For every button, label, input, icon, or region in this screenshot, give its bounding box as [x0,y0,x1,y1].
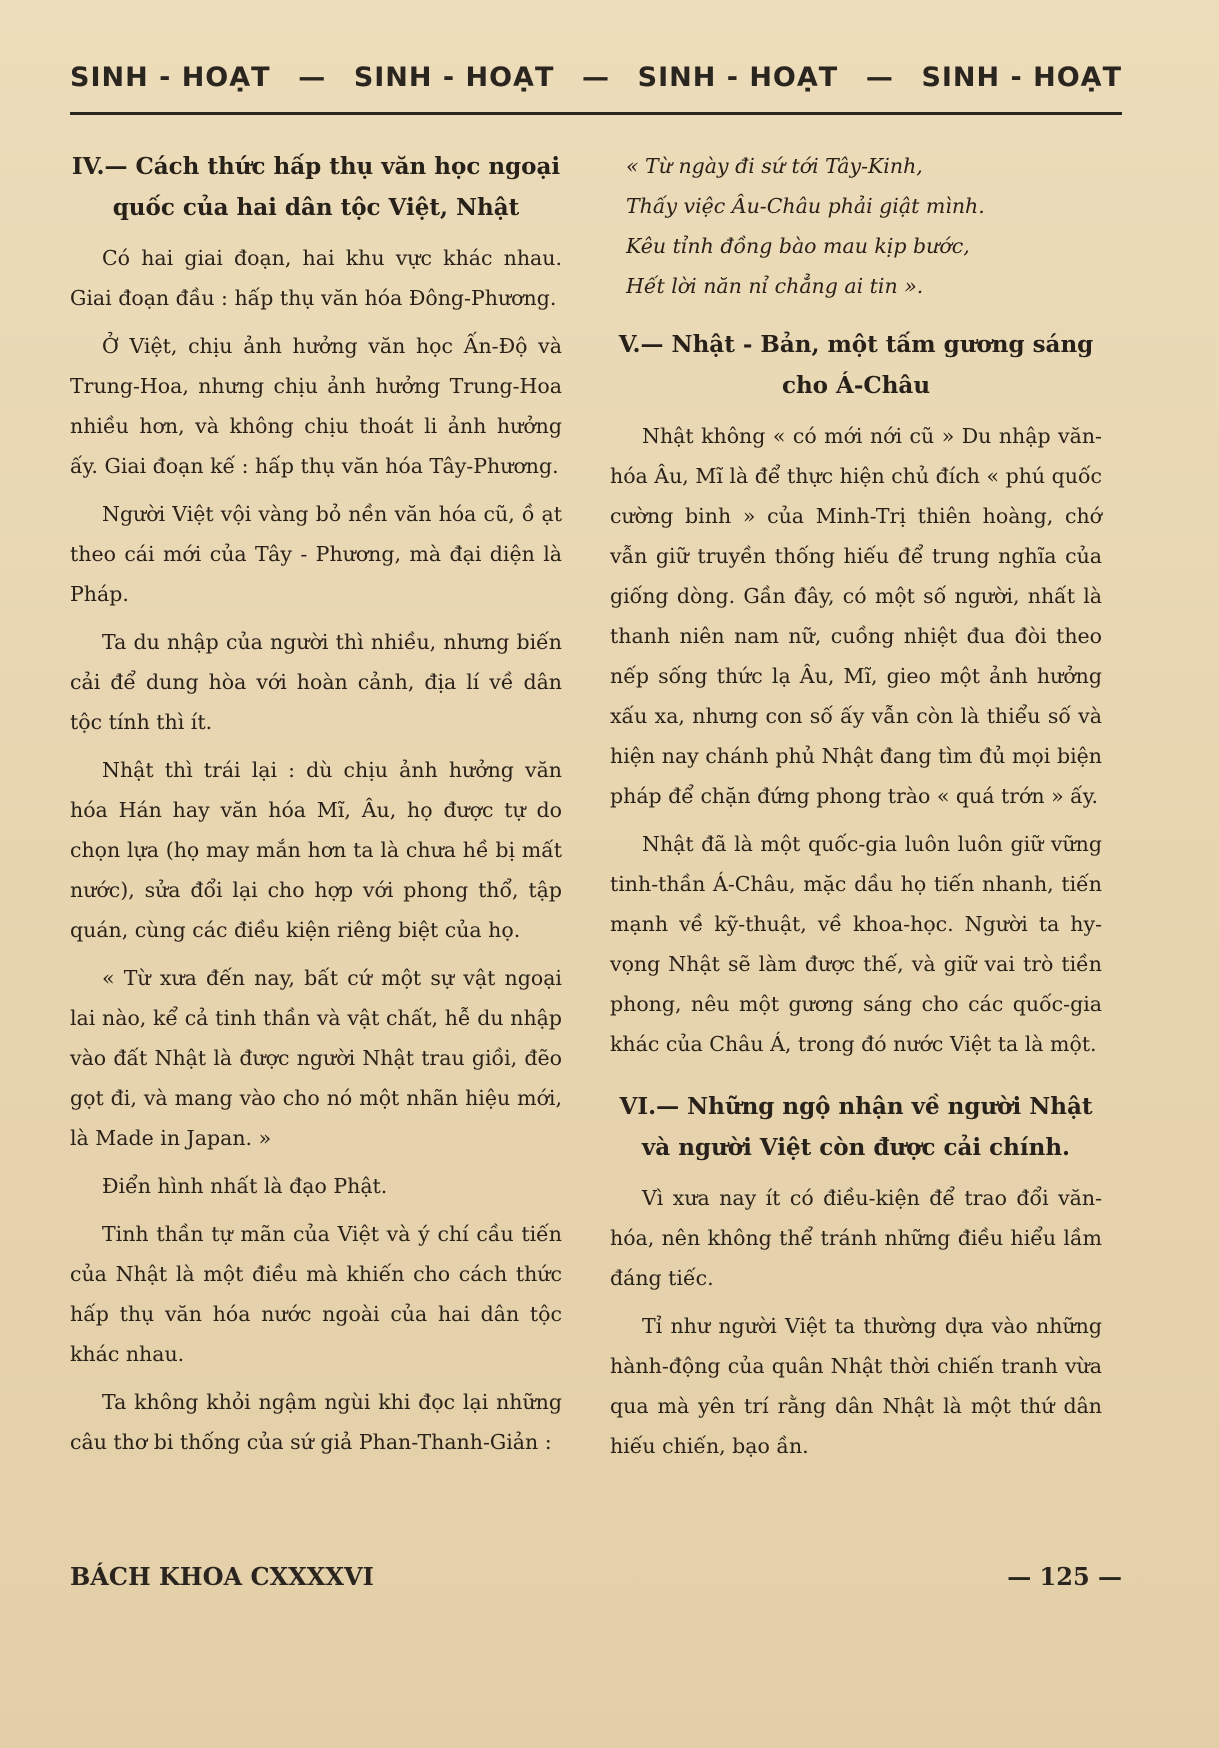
quote-paragraph: « Từ xưa đến nay, bất cứ một sự vật ngoại lai nào, kể cả tinh thần và vật chất, hễ du nhập vào đất Nhật là được người Nhật trau giồi, đẽo gọt đi, và mang vào cho nó một nhãn hiệu mới, là Made in Japan. » [70,966,562,1150]
poem [610,146,1102,306]
paragraph: Ở Việt, chịu ảnh hưởng văn học Ấn-Độ và Trung-Hoa, nhưng chịu ảnh hưởng Trung-Hoa nhiều hơn, và không chịu thoát li ảnh hưởng ấy. Giai đoạn kế : hấp thụ văn hóa Tây-Phương. [70,334,562,478]
running-header [70,62,1122,93]
header-item: SINH - HOẠT [921,62,1122,93]
header-item: SINH - HOẠT [353,62,555,93]
paragraph: Tỉ như người Việt ta thường dựa vào những hành-động của quân Nhật thời chiến tranh vừa qua mà yên trí rằng dân Nhật là một thứ dân hiếu chiến, bạo ần. [610,1314,1102,1458]
header-item: SINH - HOẠT [70,62,271,93]
poem-line: Hết lời năn nỉ chẳng ai tin ». [626,274,924,298]
paragraph: Nhật đã là một quốc-gia luôn luôn giữ vững tinh-thần Á-Châu, mặc dầu họ tiến nhanh, tiến mạnh về kỹ-thuật, về khoa-học. Người ta hy-vọng Nhật sẽ làm được thế, và giữ vai trò tiền phong, nêu một gương sáng cho các quốc-gia khác của Châu Á, trong đó nước Việt ta là một. [610,832,1102,1056]
paragraph: Ta du nhập của người thì nhiều, nhưng biến cải để dung hòa với hoàn cảnh, địa lí về dân tộc tính thì ít. [70,630,562,734]
left-column [70,146,562,1470]
section-heading-iv: IV.— Cách thức hấp thụ văn học ngoại quốc của hai dân tộc Việt, Nhật [71,153,561,221]
section-heading-v: V.— Nhật - Bản, một tấm gương sáng cho Á-Châu [618,331,1094,399]
header-rule [70,112,1122,115]
paragraph: Nhật không « có mới nới cũ » Du nhập văn-hóa Âu, Mĩ là để thực hiện chủ đích « phú quốc cường binh » của Minh-Trị thiên hoàng, chớ vẫn giữ truyền thống hiếu để trung nghĩa của giống dòng. Gần đây, có một số người, nhất là thanh niên nam nữ, cuồng nhiệt đua đòi theo nếp sống thức lạ Âu, Mĩ, gieo một ảnh hưởng xấu xa, nhưng con số ấy vẫn còn là thiểu số và hiện nay chánh phủ Nhật đang tìm đủ mọi biện pháp để chặn đứng phong trào « quá trớn » ấy. [610,424,1102,808]
poem-line: Thấy việc Âu-Châu phải giật mình. [626,194,985,218]
header-item: SINH - HOẠT [637,62,839,93]
paragraph: Có hai giai đoạn, hai khu vực khác nhau. Giai đoạn đầu : hấp thụ văn hóa Đông-Phương. [70,246,562,310]
page-footer [70,1562,1122,1591]
header-dash: — [298,62,327,93]
paragraph: Điển hình nhất là đạo Phật. [102,1174,388,1198]
spacer [610,1072,1102,1086]
poem-line: « Từ ngày đi sứ tới Tây-Kinh, [626,154,923,178]
section-heading-vi: VI.— Những ngộ nhận về người Nhật và người Việt còn được cải chính. [619,1093,1093,1161]
footer-publication: BÁCH KHOA CXXXXVI [70,1562,374,1591]
page-number: — 125 — [1007,1562,1122,1591]
paragraph: Nhật thì trái lại : dù chịu ảnh hưởng văn hóa Hán hay văn hóa Mĩ, Âu, họ được tự do chọn lựa (họ may mắn hơn ta là chưa hề bị mất nước), sửa đổi lại cho hợp với phong thổ, tập quán, cùng các điều kiện riêng biệt của họ. [70,758,562,942]
paragraph: Vì xưa nay ít có điều-kiện để trao đổi văn-hóa, nên không thể tránh những điều hiểu lầm đáng tiếc. [610,1186,1102,1290]
paragraph: Tinh thần tự mãn của Việt và ý chí cầu tiến của Nhật là một điều mà khiến cho cách thức hấp thụ văn hóa nước ngoài của hai dân tộc khác nhau. [70,1222,562,1366]
paragraph: Người Việt vội vàng bỏ nền văn hóa cũ, ồ ạt theo cái mới của Tây - Phương, mà đại diện là Pháp. [70,502,562,606]
paragraph: Ta không khỏi ngậm ngùi khi đọc lại những câu thơ bi thống của sứ giả Phan-Thanh-Giản : [70,1390,562,1454]
header-dash: — [865,62,894,93]
poem-line: Kêu tỉnh đồng bào mau kịp bước, [626,234,970,258]
header-dash: — [582,62,610,93]
right-column [610,146,1102,1474]
